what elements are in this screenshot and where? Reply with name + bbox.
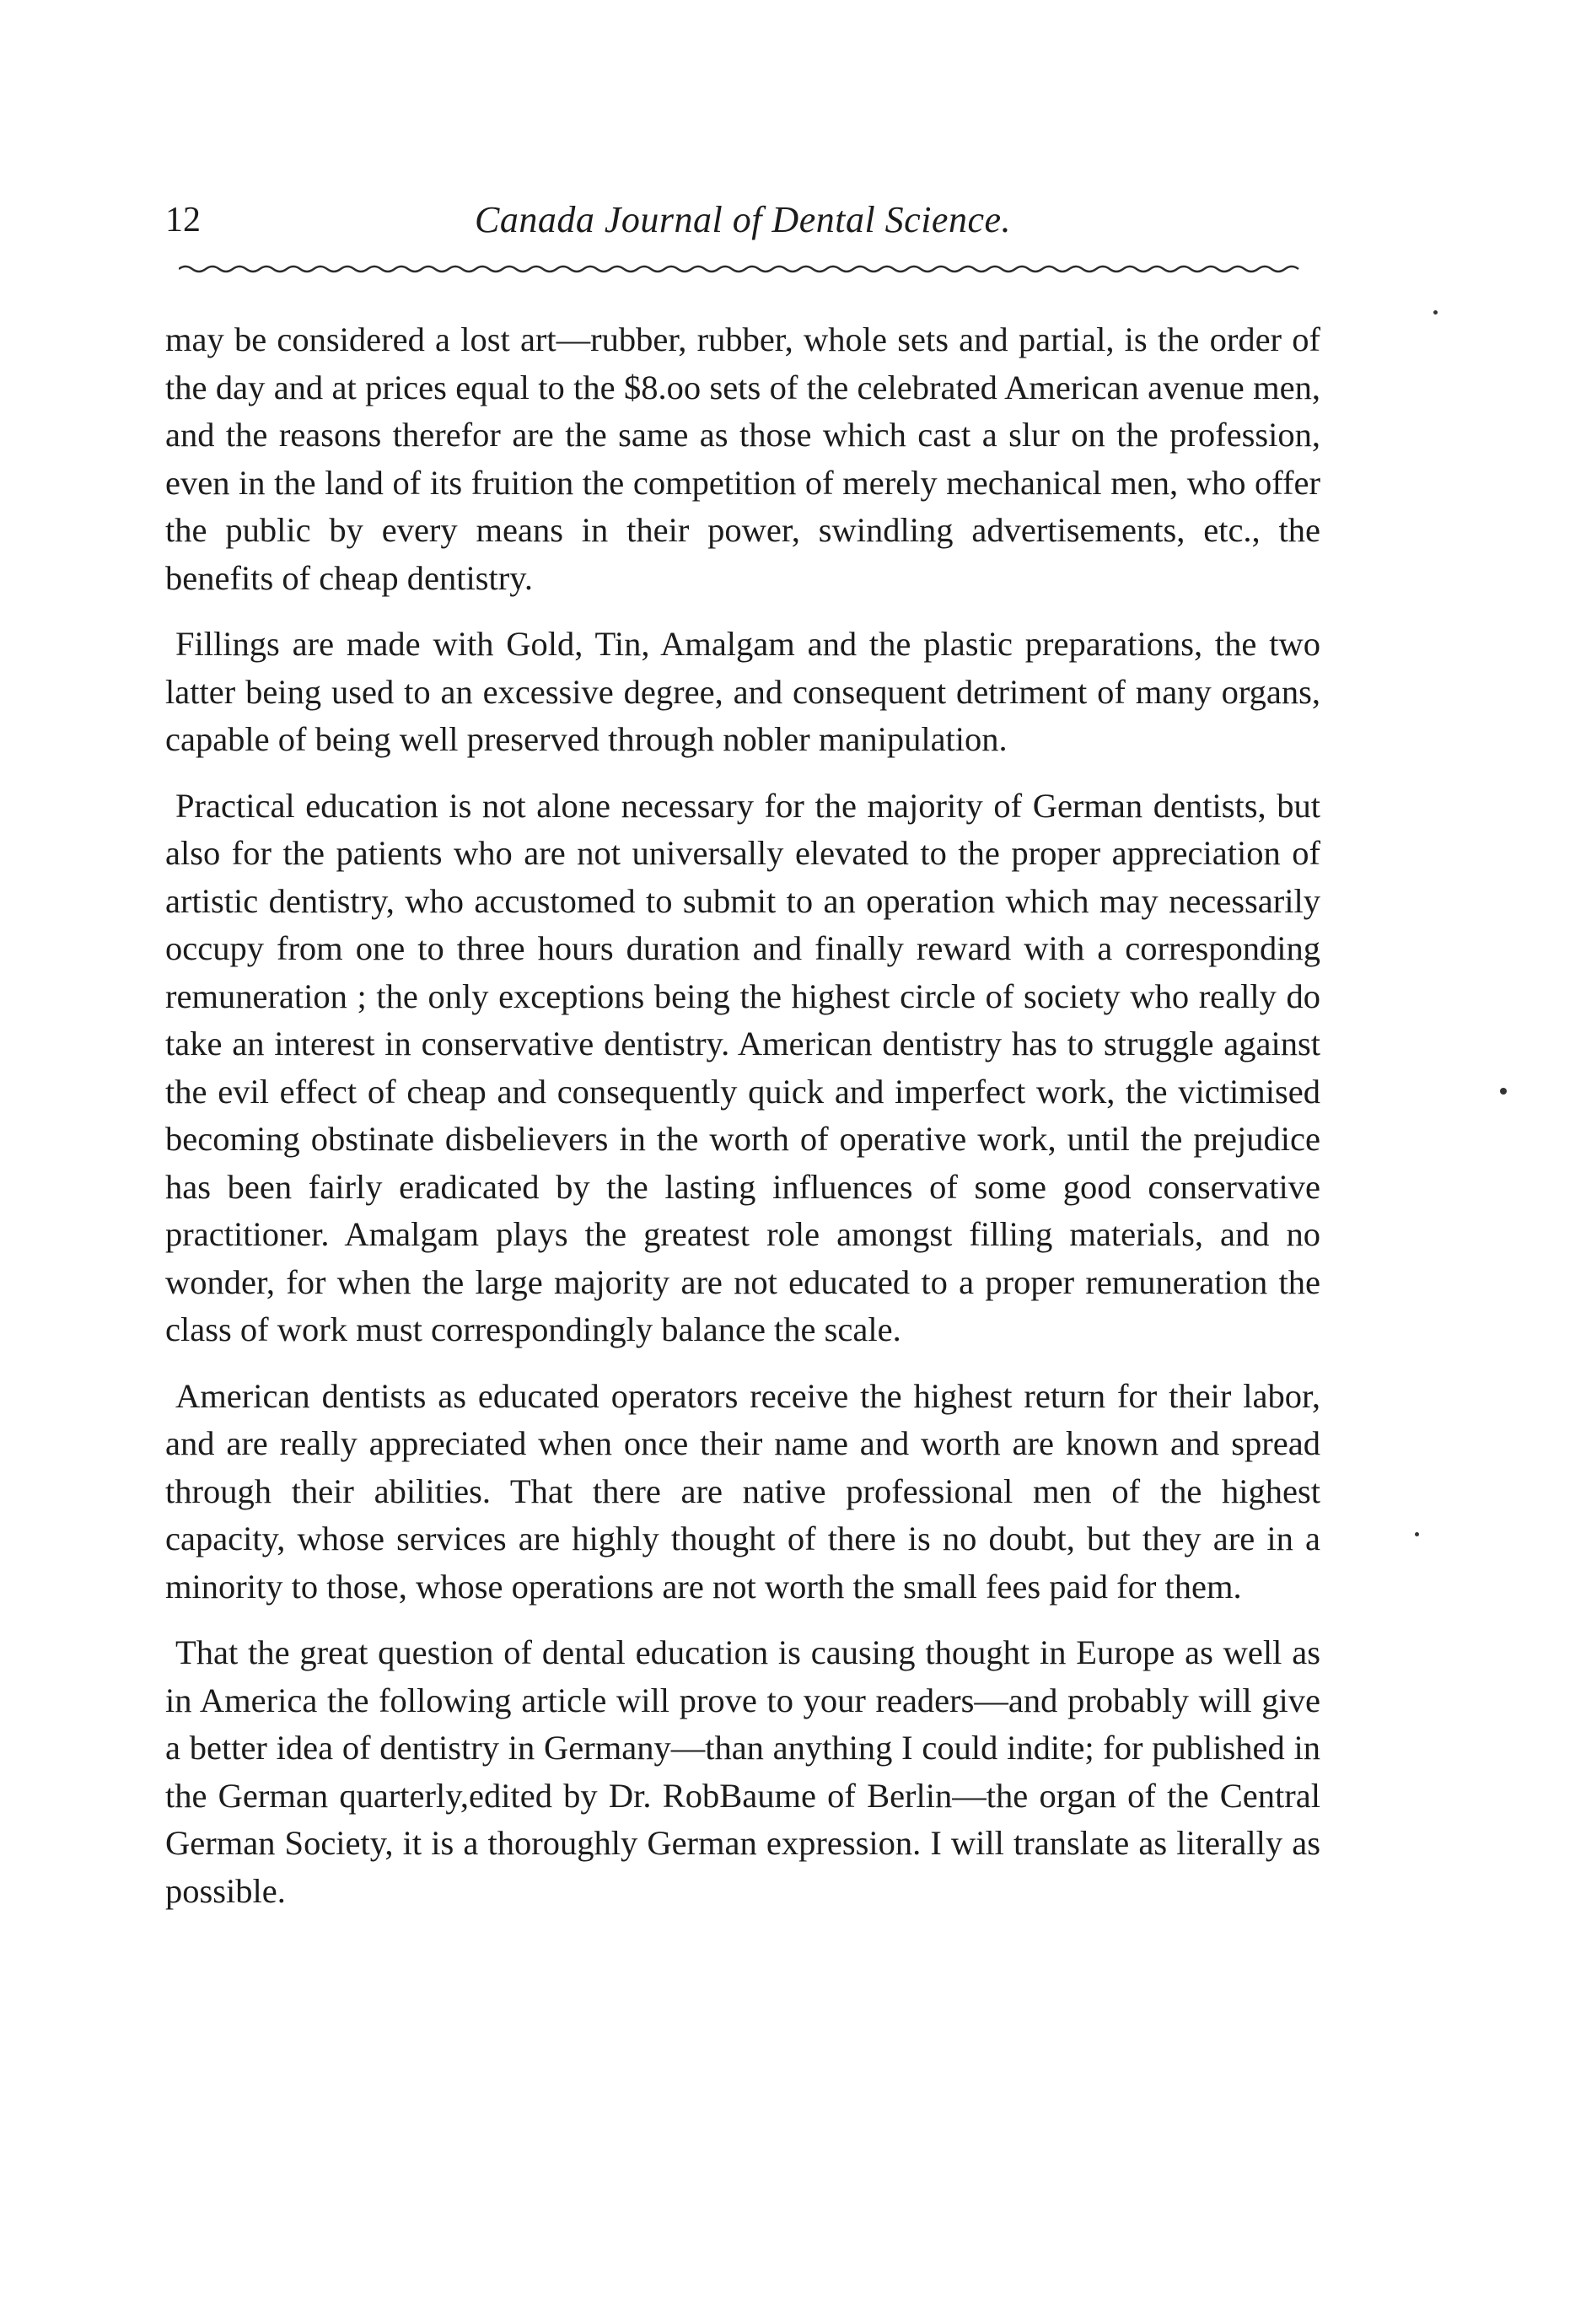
decorative-wavy-rule bbox=[179, 261, 1300, 277]
print-speck bbox=[1433, 310, 1438, 315]
print-speck bbox=[1500, 1088, 1507, 1095]
running-title: Canada Journal of Dental Science. bbox=[474, 199, 1012, 240]
paragraph-5: That the great question of dental education is causing thought in Europe as well as in America the following article will prove to your readers—and probably will give a better idea of dentistry in Germany—than anything I could indite; for published in the German quarterly,edited by Dr. RobBaume of Berlin—the organ of the Central German Society, it is a thoroughly German expression. I will translate as literally as possible. bbox=[165, 1633, 1320, 1910]
page-header bbox=[165, 191, 1320, 250]
paragraph-2: Fillings are made with Gold, Tin, Amalgam and the plastic preparations, the two latter being used to an excessive degree, and consequent detriment of many organs, capable of being well preserved through nobler manipulation. bbox=[165, 625, 1320, 758]
paragraph-4: American dentists as educated operators receive the highest return for their labor, and are really appreciated when once their name and worth are known and spread through their abilities. That there are native professional men of the highest capacity, whose services are highly thought of there is no doubt, but they are in a minority to those, whose operations are not worth the small fees paid for them. bbox=[165, 1376, 1320, 1606]
paragraph-1: may be considered a lost art—rubber, rubber, whole sets and partial, is the order of the day and at prices equal to the $8.oo sets of the celebrated American avenue men, and the reasons therefor are the same as those which cast a slur on the profession, even in the land of its fruition the competition of merely mechanical men, who offer the public by every means in their power, swindling advertisements, etc., the benefits of cheap dentistry. bbox=[165, 320, 1320, 597]
paragraph-3: Practical education is not alone necessary for the majority of German dentists, but also for the patients who are not universally elevated to the proper appreciation of artistic dentistry, who accustomed to submit to an operation which may necessarily occupy from one to three hours duration and finally reward with a corresponding remuneration ; the only exceptions being the highest circle of society who really do take an interest in conservative dentistry. American dentistry has to struggle against the evil effect of cheap and consequently quick and imperfect work, the victimised becoming obstinate disbelievers in the worth of operative work, until the prejudice has been fairly eradicated by the lasting influences of some good conservative practitioner. Amalgam plays the greatest role amongst filling materials, and no wonder, for when the large majority are not educated to a proper remuneration the class of work must correspondingly balance the scale. bbox=[165, 786, 1320, 1348]
print-speck bbox=[1415, 1532, 1419, 1536]
page-number: 12 bbox=[165, 201, 201, 239]
article-body bbox=[165, 316, 1320, 1934]
